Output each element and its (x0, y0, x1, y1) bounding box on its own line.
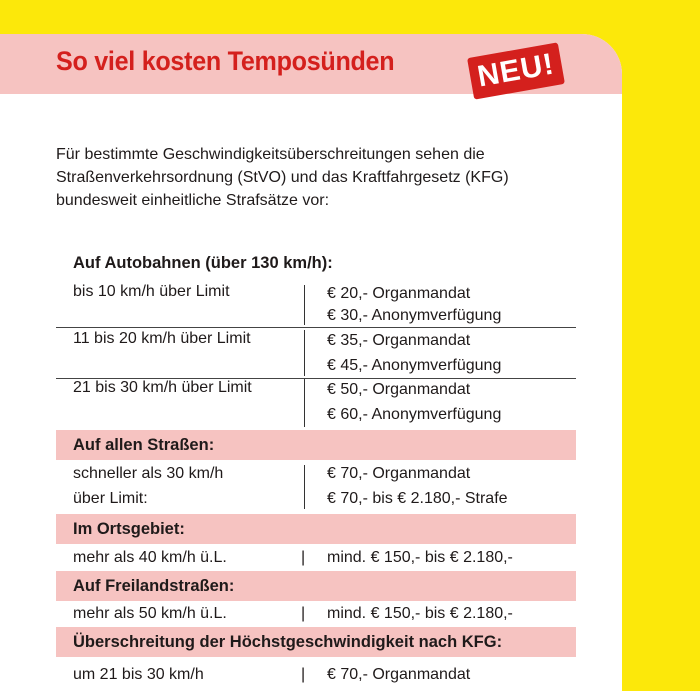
column-divider: | (301, 666, 306, 683)
section-alle-strassen (56, 430, 576, 460)
section-heading: Im Ortsgebiet: (56, 514, 576, 544)
page-title: So viel kosten Temposünden (56, 46, 395, 76)
fine-row (73, 547, 513, 569)
fine-row-label: über Limit: (73, 490, 148, 507)
intro-text (56, 143, 576, 212)
column-divider: | (301, 549, 306, 566)
column-divider (304, 465, 305, 509)
intro-line: Straßenverkehrsordnung (StVO) und das Kraftfahrgesetz (KFG) (56, 169, 509, 186)
fine-row (73, 664, 471, 686)
fine-value: € 60,- Anonymverfügung (327, 406, 502, 423)
section-autobahn (56, 248, 576, 278)
fine-row-label: schneller als 30 km/h (73, 465, 224, 482)
fine-value: mind. € 150,- bis € 2.180,- (327, 549, 513, 566)
fine-value: € 35,- Organmandat (327, 332, 471, 349)
fine-row-label: mehr als 50 km/h ü.L. (73, 605, 227, 622)
row-divider (56, 327, 576, 328)
section-kfg (56, 627, 576, 657)
fine-row-label: mehr als 40 km/h ü.L. (73, 549, 227, 566)
intro-line: bundesweit einheitliche Strafsätze vor: (56, 192, 330, 209)
fine-row (56, 379, 576, 427)
column-divider (304, 330, 305, 376)
column-divider (304, 379, 305, 427)
fine-value: € 30,- Anonymverfügung (327, 307, 502, 324)
column-divider: | (301, 605, 306, 622)
fine-row (56, 282, 576, 328)
column-divider (304, 285, 305, 325)
fine-value: € 50,- Organmandat (327, 381, 471, 398)
fine-value: € 20,- Organmandat (327, 285, 471, 302)
new-badge: NEU! (467, 42, 565, 99)
fine-value: € 70,- bis € 2.180,- Strafe (327, 490, 508, 507)
section-heading: Überschreitung der Höchstgeschwindigkeit nach KFG: (56, 627, 576, 657)
section-heading: Auf allen Straßen: (56, 430, 576, 460)
section-heading: Auf Autobahnen (über 130 km/h): (73, 254, 333, 272)
fine-value: mind. € 150,- bis € 2.180,- (327, 605, 513, 622)
fine-row (56, 463, 576, 511)
fine-row (56, 330, 576, 376)
fine-row-label: um 21 bis 30 km/h (73, 666, 204, 683)
section-heading: Auf Freilandstraßen: (56, 571, 576, 601)
section-freiland (56, 571, 576, 601)
section-ortsgebiet (56, 514, 576, 544)
fine-row-label: 21 bis 30 km/h über Limit (73, 379, 252, 396)
intro-line: Für bestimmte Geschwindigkeitsüberschreitungen sehen die (56, 146, 485, 163)
fine-row-label: 11 bis 20 km/h über Limit (73, 330, 251, 347)
fine-value: € 70,- Organmandat (327, 666, 471, 683)
fine-row (73, 603, 513, 625)
fine-value: € 70,- Organmandat (327, 465, 471, 482)
fine-value: € 45,- Anonymverfügung (327, 357, 502, 374)
fine-row-label: bis 10 km/h über Limit (73, 283, 230, 300)
